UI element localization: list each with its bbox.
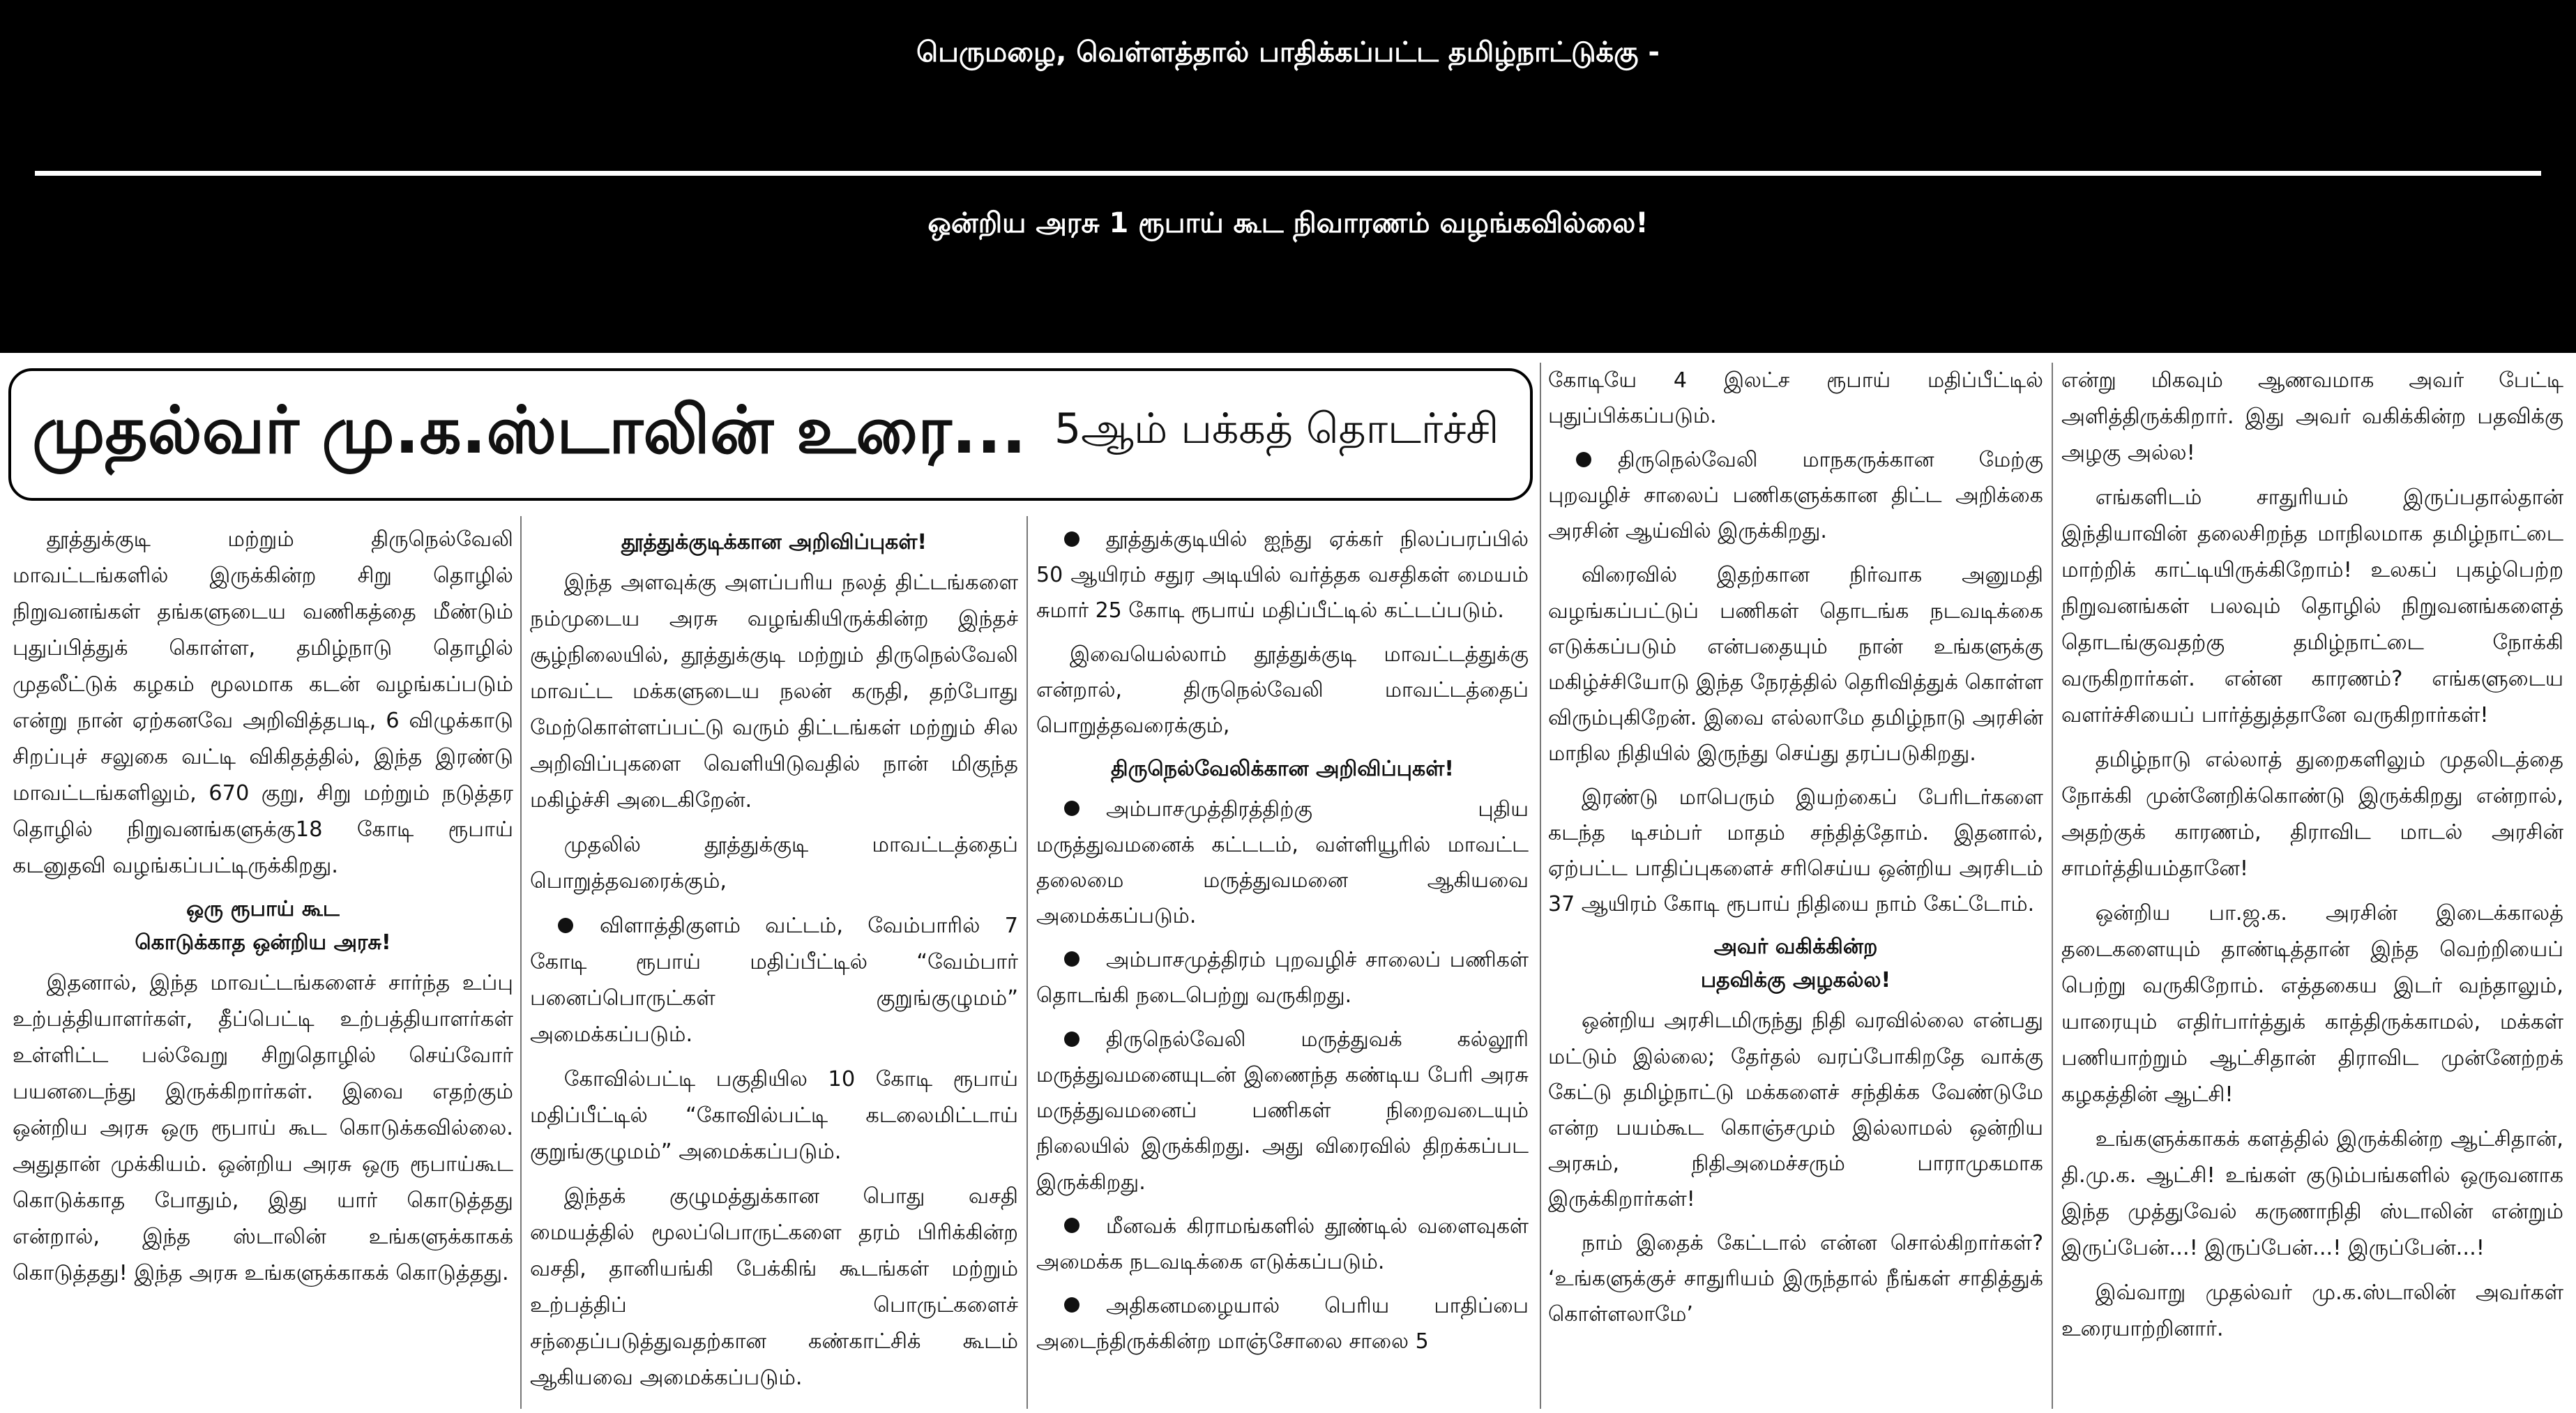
bullet-text: அதிகனமழையால் பெரிய பாதிப்பை அடைந்திருக்கின்ற மாஞ்சோலை சாலை 5 xyxy=(1036,1293,1529,1354)
continuation-note: 5ஆம் பக்கத் தொடர்ச்சி xyxy=(1054,405,1499,453)
bullet-item xyxy=(1036,792,1529,934)
bullet-item xyxy=(1036,1288,1529,1359)
article-column-4 xyxy=(1548,363,2043,1409)
bullet-text: தூத்துக்குடியில் ஐந்து ஏக்கர் நிலப்பரப்பில் 50 ஆயிரம் சதுர அடியில் வர்த்தக வசதிகள் மையம் சுமார் 25 கோடி ரூபாய் மதிப்பீட்டில் கட்டப்படும். xyxy=(1036,527,1529,624)
bullet-icon xyxy=(1064,1032,1079,1047)
paragraph: தமிழ்நாடு எல்லாத் துறைகளிலும் முதலிடத்தை நோக்கி முன்னேறிக்கொண்டு இருக்கிறது என்றால், அதற்குக் காரணம், திராவிட மாடல் அரசின் சாமர்த்தியம்தானே! xyxy=(2061,748,2563,881)
headline-line-1: பெருமழை, வெள்ளத்தால் பாதிக்கப்பட்ட தமிழ்நாட்டுக்கு - xyxy=(916,36,1660,68)
bullet-icon xyxy=(1064,951,1079,967)
column-divider xyxy=(520,516,522,1409)
bullet-icon xyxy=(1064,801,1079,816)
subheading-box xyxy=(8,368,1533,501)
column-divider xyxy=(1026,516,1028,1409)
article-column-5 xyxy=(2061,363,2563,1409)
paragraph: கோவில்பட்டி பகுதியில 10 கோடி ரூபாய் மதிப்பீட்டில் “கோவில்பட்டி கடலைமிட்டாய் குறுங்குழுமம்” அமைக்கப்படும். xyxy=(530,1067,1018,1164)
subheading-title: முதல்வர் மு.க.ஸ்டாலின் உரை... xyxy=(32,393,1026,469)
bullet-icon xyxy=(1064,1218,1079,1233)
section-heading-line: கொடுக்காத ஒன்றிய அரசு! xyxy=(135,930,391,955)
bullet-icon xyxy=(1064,1297,1079,1313)
section-heading: திருநெல்வேலிக்கான அறிவிப்புகள்! xyxy=(1111,756,1454,781)
bullet-text: அம்பாசமுத்திரத்திற்கு புதிய மருத்துவமனைக் கட்டடம், வள்ளியூரில் மாவட்ட தலைமை மருத்துவமனை ஆகியவை அமைக்கப்படும். xyxy=(1036,796,1529,928)
paragraph: விரைவில் இதற்கான நிர்வாக அனுமதி வழங்கப்பட்டுப் பணிகள் தொடங்க நடவடிக்கை எடுக்கப்படும் என்பதையும் நான் உங்களுக்கு மகிழ்ச்சியோடு இந்த நேரத்தில் தெரிவித்துக் கொள்ள விரும்புகிறேன். இவை எல்லாமே தமிழ்நாடு அரசின் மாநில நிதியில் இருந்து செய்து தரப்படுகிறது. xyxy=(1548,563,2043,766)
section-heading-line: அவர் வகிக்கின்ற xyxy=(1713,935,1878,960)
bullet-text: திருநெல்வேலி மாநகருக்கான மேற்கு புறவழிச் சாலைப் பணிகளுக்கான திட்ட அறிக்கை அரசின் ஆய்வில் இருக்கிறது. xyxy=(1548,448,2043,544)
paragraph: இவையெல்லாம் தூத்துக்குடி மாவட்டத்துக்கு என்றால், திருநெல்வேலி மாவட்டத்தைப் பொறுத்தவரைக்கும், xyxy=(1036,642,1529,739)
paragraph: இரண்டு மாபெரும் இயற்கைப் பேரிடர்களை கடந்த டிசம்பர் மாதம் சந்தித்தோம். இதனால், ஏற்பட்ட பாதிப்புகளைச் சரிசெய்ய ஒன்றிய அரசிடம் 37 ஆயிரம் கோடி ரூபாய் நிதியை நாம் கேட்டோம். xyxy=(1548,785,2043,917)
section-heading: தூத்துக்குடிக்கான அறிவிப்புகள்! xyxy=(621,530,927,554)
bullet-item xyxy=(1036,1209,1529,1280)
paragraph: இதனால், இந்த மாவட்டங்களைச் சார்ந்த உப்பு உற்பத்தியாளர்கள், தீப்பெட்டி உற்பத்தியாளர்கள் உள்ளிட்ட பல்வேறு சிறுதொழில் செய்வோர் பயனடைந்து இருக்கிறார்கள். இவை எதற்கும் ஒன்றிய அரசு ஒரு ரூபாய் கூட கொடுக்கவில்லை. அதுதான் முக்கியம். ஒன்றிய அரசு ஒரு ரூபாய்கூட கொடுக்காத போதும், இது யார் கொடுத்தது என்றால், இந்த ஸ்டாலின் உங்களுக்காகக் கொடுத்தது! இந்த அரசு உங்களுக்காகக் கொடுத்தது. xyxy=(13,971,513,1285)
bullet-text: விளாத்திகுளம் வட்டம், வேம்பாரில் 7 கோடி ரூபாய் மதிப்பீட்டில் “வேம்பார் பனைப்பொருட்கள் குறுங்குழுமம்” அமைக்கப்படும். xyxy=(530,914,1018,1047)
paragraph: ஒன்றிய பா.ஜ.க. அரசின் இடைக்காலத் தடைகளையும் தாண்டித்தான் இந்த வெற்றியைப் பெற்று வருகிறோம். எத்தகைய இடர் வந்தாலும், யாரையும் எதிர்பார்த்துக் காத்திருக்காமல், மக்கள் பணியாற்றும் ஆட்சிதான் திராவிட முன்னேற்றக் கழகத்தின் ஆட்சி! xyxy=(2061,901,2563,1107)
bullet-item xyxy=(1036,522,1529,628)
article-column-2 xyxy=(530,522,1018,1407)
bullet-item xyxy=(1036,1022,1529,1200)
paragraph: தூத்துக்குடி மற்றும் திருநெல்வேலி மாவட்டங்களில் இருக்கின்ற சிறு தொழில் நிறுவனங்கள் தங்களுடைய வணிகத்தை மீண்டும் புதுப்பித்துக் கொள்ள, தமிழ்நாடு தொழில் முதலீட்டுக் கழகம் மூலமாக கடன் வழங்கப்படும் என்று நான் ஏற்கனவே அறிவித்தபடி, 6 விழுக்காடு சிறப்புச் சலுகை வட்டி விகிதத்தில், இந்த இரண்டு மாவட்டங்களிலும், 670 குறு, சிறு மற்றும் நடுத்தர தொழில் நிறுவனங்களுக்கு18 கோடி ரூபாய் கடனுதவி வழங்கப்பட்டிருக்கிறது. xyxy=(13,527,513,878)
bullet-item xyxy=(1548,442,2043,549)
paragraph: முதலில் தூத்துக்குடி மாவட்டத்தைப் பொறுத்தவரைக்கும், xyxy=(530,833,1018,893)
paragraph: கோடியே 4 இலட்ச ரூபாய் மதிப்பீட்டில் புதுப்பிக்கப்படும். xyxy=(1548,368,2043,429)
paragraph: இந்தக் குழுமத்துக்கான பொது வசதி மையத்தில் மூலப்பொருட்களை தரம் பிரிக்கின்ற வசதி, தானியங்கி பேக்கிங் கூடங்கள் மற்றும் உற்பத்திப் பொருட்களைச் சந்தைப்படுத்துவதற்கான கண்காட்சிக் கூடம் ஆகியவை அமைக்கப்படும். xyxy=(530,1184,1018,1390)
headline-banner xyxy=(0,0,2576,353)
article-column-1 xyxy=(13,522,513,1407)
bullet-icon xyxy=(558,918,573,933)
paragraph: எங்களிடம் சாதுரியம் இருப்பதால்தான் இந்தியாவின் தலைசிறந்த மாநிலமாக தமிழ்நாட்டை மாற்றிக் காட்டியிருக்கிறோம்! உலகப் புகழ்பெற்ற நிறுவனங்கள் பலவும் தொழில் நிறுவனங்களைத் தொடங்குவதற்கு தமிழ்நாட்டை நோக்கி வருகிறார்கள். என்ன காரணம்? எங்களுடைய வளர்ச்சியைப் பார்த்துத்தானே வருகிறார்கள்! xyxy=(2061,485,2563,727)
section-heading xyxy=(13,893,513,960)
section-heading-line: ஒரு ரூபாய் கூட xyxy=(186,897,340,921)
bullet-icon xyxy=(1576,452,1591,467)
paragraph: நாம் இதைக் கேட்டால் என்ன சொல்கிறார்கள்? ‘உங்களுக்குச் சாதுரியம் இருந்தால் நீங்கள் சாதித்துக் கொள்ளலாமே’ xyxy=(1548,1230,2043,1327)
headline-divider xyxy=(35,171,2541,176)
paragraph: இந்த அளவுக்கு அளப்பரிய நலத் திட்டங்களை நம்முடைய அரசு வழங்கியிருக்கின்ற இந்தச் சூழ்நிலையில், தூத்துக்குடி மற்றும் திருநெல்வேலி மாவட்ட மக்களுடைய நலன் கருதி, தற்போது மேற்கொள்ளப்பட்டு வரும் திட்டங்கள் மற்றும் சில அறிவிப்புகளை வெளியிடுவதில் நான் மிகுந்த மகிழ்ச்சி அடைகிறேன். xyxy=(530,571,1018,813)
paragraph: என்று மிகவும் ஆணவமாக அவர் பேட்டி அளித்திருக்கிறார். இது அவர் வகிக்கின்ற பதவிக்கு அழகு அல்ல! xyxy=(2061,368,2563,465)
column-divider xyxy=(2052,363,2053,1409)
bullet-item xyxy=(1036,942,1529,1013)
paragraph: ஒன்றிய அரசிடமிருந்து நிதி வரவில்லை என்பது மட்டும் இல்லை; தேர்தல் வரப்போகிறதே வாக்கு கேட்டு தமிழ்நாட்டு மக்களைச் சந்திக்க வேண்டுமே என்ற பயம்கூட கொஞ்சமும் இல்லாமல் ஒன்றிய அரசும், நிதிஅமைச்சரும் பாராமுகமாக இருக்கிறார்கள்! xyxy=(1548,1008,2043,1211)
section-heading xyxy=(1548,930,2043,997)
bullet-item xyxy=(530,908,1018,1053)
column-divider xyxy=(1540,363,1541,1409)
section-heading-line: பதவிக்கு அழகல்ல! xyxy=(1700,968,1891,993)
bullet-text: திருநெல்வேலி மருத்துவக் கல்லூரி மருத்துவமனையுடன் இணைந்த கண்டிய பேரி அரசு மருத்துவமனைப் பணிகள் நிறைவடையும் நிலையில் இருக்கிறது. அது விரைவில் திறக்கப்பட இருக்கிறது. xyxy=(1036,1027,1529,1195)
paragraph: இவ்வாறு முதல்வர் மு.க.ஸ்டாலின் அவர்கள் உரையாற்றினார். xyxy=(2061,1280,2563,1341)
bullet-text: அம்பாசமுத்திரம் புறவழிச் சாலைப் பணிகள் தொடங்கி நடைபெற்று வருகிறது. xyxy=(1036,947,1529,1008)
bullet-text: மீனவக் கிராமங்களில் தூண்டில் வளைவுகள் அமைக்க நடவடிக்கை எடுக்கப்படும். xyxy=(1036,1214,1529,1274)
paragraph: உங்களுக்காகக் களத்தில் இருக்கின்ற ஆட்சிதான், தி.மு.க. ஆட்சி! உங்கள் குடும்பங்களில் ஒருவனாக இந்த முத்துவேல் கருணாநிதி ஸ்டாலின் என்றும் இருப்பேன்...! இருப்பேன்...! இருப்பேன்...! xyxy=(2061,1127,2563,1260)
bullet-icon xyxy=(1064,531,1079,547)
headline-line-2: ஒன்றிய அரசு 1 ரூபாய் கூட நிவாரணம் வழங்கவில்லை! xyxy=(927,207,1649,239)
article-column-3 xyxy=(1036,522,1529,1407)
